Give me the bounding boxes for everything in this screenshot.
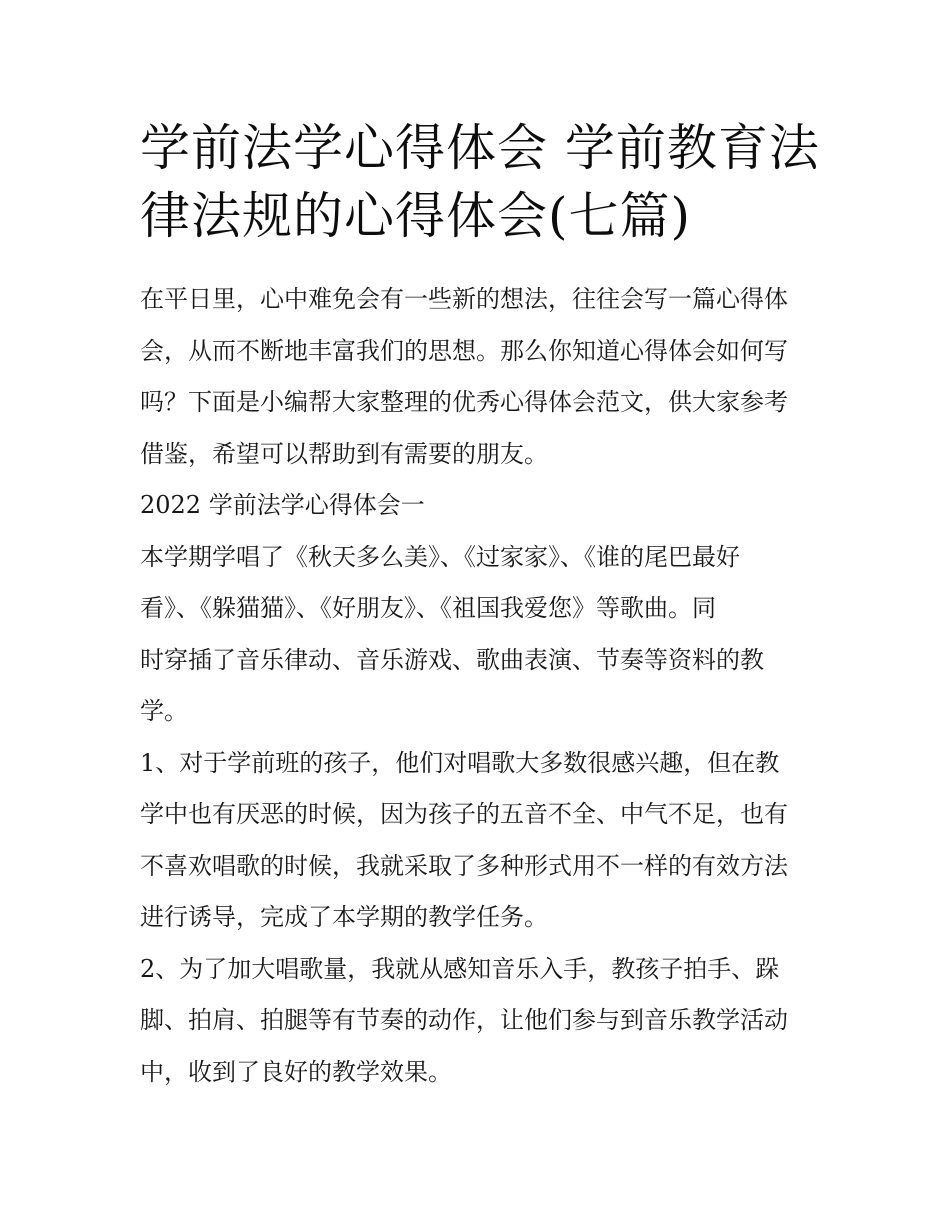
title-line: 学前法学心得体会 学前教育法 [140,119,820,177]
text-line: 借鉴，希望可以帮助到有需要的朋友。 [140,439,548,468]
text-line: 看》、《躲猫猫》、《好朋友》、《祖国我爱您》等歌曲。同 [140,594,716,622]
text-line: 会，从而不断地丰富我们的思想。那么你知道心得体会如何写 [140,336,788,365]
paragraph-songs [140,532,820,738]
title-line: 律法规的心得体会(七篇) [140,187,692,245]
document-body [140,274,820,1098]
text-line: 不喜欢唱歌的时候，我就采取了多种形式用不一样的有效方法 [140,851,788,880]
section-heading: 2022 学前法学心得体会一 [140,491,425,519]
text-line: 本学期学唱了《秋天多么美》、《过家家》、《谁的尾巴最好 [140,542,740,571]
text-line: 进行诱导，完成了本学期的教学任务。 [140,903,548,931]
text-line: 脚、拍肩、拍腿等有节奏的动作，让他们参与到音乐教学活动 [140,1006,788,1034]
paragraph-point-2 [140,944,820,1099]
text-line: 吗？下面是小编帮大家整理的优秀心得体会范文，供大家参考 [140,388,788,416]
text-line: 时穿插了音乐律动、音乐游戏、歌曲表演、节奏等资料的教 [140,645,764,674]
intro-paragraph [140,274,820,480]
text-line: 学。 [140,697,188,725]
text-line: 1、对于学前班的孩子，他们对唱歌大多数很感兴趣，但在教 [140,748,780,777]
document-title [140,114,820,250]
text-line: 2、为了加大唱歌量，我就从感知音乐入手，教孩子拍手、跺 [140,954,780,983]
paragraph-point-1 [140,738,820,944]
text-line: 学中也有厌恶的时候，因为孩子的五音不全、中气不足，也有 [140,800,788,828]
text-line: 中，收到了良好的教学效果。 [140,1057,452,1086]
text-line: 在平日里，心中难免会有一些新的想法，往往会写一篇心得体 [140,285,788,313]
